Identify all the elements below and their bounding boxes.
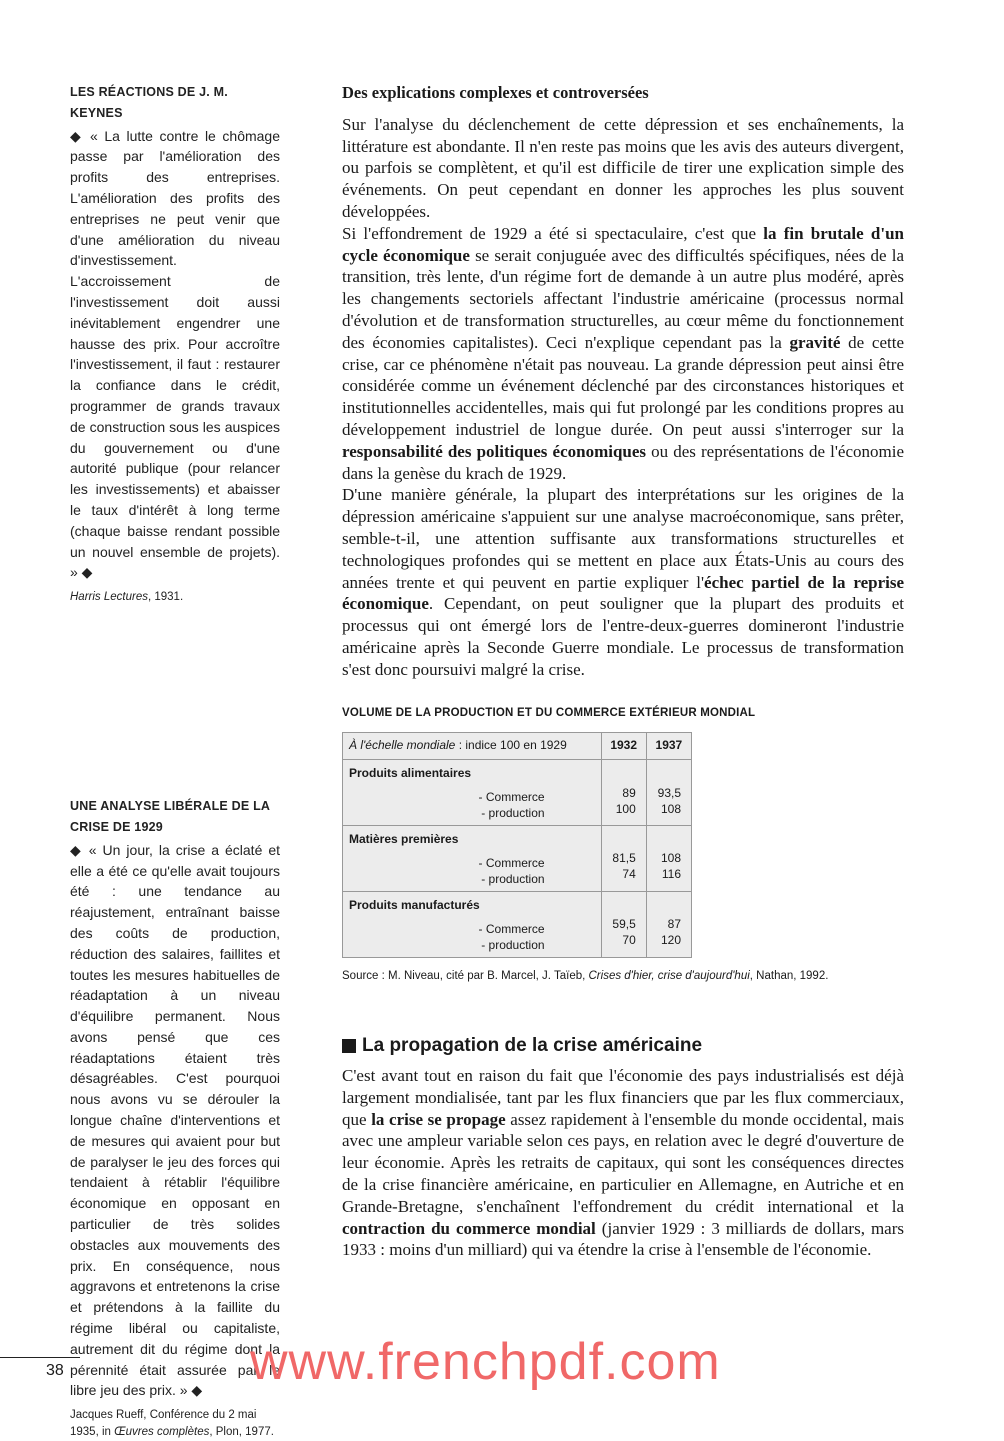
p2-c: se serait conjuguée avec des difficultés spécifiques, nées de la transition, très lente, d'un régime fort de demande à un autre plus modéré, après les changements sectoriels affectant l'industrie américaine (processus normal d'évolution et de transformation structurelles, au cœur même du fonctionnement des économies capitalistes). Ceci n'explique cependant pas la [342, 245, 904, 352]
sub-production: - production [481, 871, 545, 886]
header-rest: : indice 100 en 1929 [455, 738, 567, 753]
cite-a: Jacques Rueff, Conférence du 2 mai 1935, in [70, 1409, 257, 1439]
watermark-link[interactable]: www.frenchpdf.com [250, 1333, 721, 1391]
val-production: 108 [660, 801, 681, 816]
sidebar-cite-liberal [70, 1407, 280, 1441]
sidebar-box-liberal [70, 796, 280, 1441]
cell-1932 [601, 760, 646, 826]
p3-a: D'une manière générale, la plupart des interprétations sur les origines de la dépression américaine s'appuient sur une analyse macroéconomique, sans prêter, semble-t-il, une attention suffisante aux transformations structurelles et technologiques profondes qui se mettent en place aux États-Unis au cours des années trente et qui peuvent en partie expliquer l' [342, 485, 904, 592]
footer-rule [0, 1357, 80, 1358]
sidebar-text-liberal: ◆ « Un jour, la crise a éclaté et elle a été ce qu'elle avait toujours été : une tendance au réajustement, entraînant baisse des coûts de production, réduction des salaires, faillites et toutes les mesures habituelles de réadaptation à un niveau d'équilibre permanent. Nous avons pensé que ces réadaptations étaient très désagréables. C'est pourquoi nous avons vu se dérouler la longue chaîne d'interventions et de mesures qui avaient pour but de paralyser le jeu des forces qui tendaient à rétablir l'équilibre économique en opposant en particulier de très solides obstacles aux mouvements des prix. En conséquence, nous aggravons et entretenons la crise et prétendons à la faillite du régime libéral ou capitaliste, autrement dit du régime dont la pérennité était assurée par le libre jeu des prix. » ◆ [70, 841, 280, 1399]
cell-1932 [601, 825, 646, 891]
paragraph-3 [342, 484, 904, 680]
paragraph-2 [342, 223, 904, 485]
row-label-cell [343, 891, 602, 957]
row-label: Produits manufacturés [349, 897, 480, 912]
table-row [343, 825, 692, 891]
table-title: VOLUME DE LA PRODUCTION ET DU COMMERCE EXTÉRIEUR MONDIAL [342, 706, 756, 719]
table-row [343, 891, 692, 957]
paragraph-1: Sur l'analyse du déclenchement de cette dépression et ses enchaînements, la littérature est abondante. Il n'en reste pas moins que les avis des auteurs divergent, ou parfois se complètent, et qu'il est difficile de tirer une explication simple des événements. On peut cependant en donner les approches les plus souvent développées. [342, 114, 904, 221]
p4-a: C'est avant tout en raison du fait que l'économie des pays industrialisés est déjà largement mondialisée, tant par les flux financiers que par les flux commerciaux, que [342, 1066, 904, 1129]
p3-bold-echec: échec partiel de la reprise économique [342, 572, 905, 614]
sidebar-box-keynes [70, 82, 280, 606]
p2-bold-gravite: gravité [789, 332, 841, 352]
p2-bold-cycle: la fin brutale d'un cycle économique [342, 223, 904, 265]
row-label: Produits alimentaires [349, 766, 472, 781]
val-commerce: 93,5 [657, 785, 681, 800]
sidebar-title-liberal: UNE ANALYSE LIBÉRALE DE LA CRISE DE 1929 [70, 799, 270, 834]
val-commerce: 59,5 [612, 917, 636, 932]
p4-c: assez rapidement à l'ensemble du monde occidental, mais avec une ampleur variable selon ces pays, en relation avec le degré d'ouverture de leur économie. Après les retraits de capitaux, qui sont les conséquences directes de la crise financière américaine, en particulier en Allemagne, en Autriche et en Grande-Bretagne, s'enchaînent l'effondrement du crédit international et la [342, 1109, 905, 1216]
val-production: 74 [622, 867, 636, 882]
source-b: , Nathan, 1992. [749, 969, 829, 982]
sub-commerce: - Commerce [478, 921, 545, 936]
table-source [342, 966, 904, 988]
table-col-1937: 1937 [646, 733, 691, 760]
sub-commerce: - Commerce [478, 855, 545, 870]
sub-production: - production [481, 937, 545, 952]
section-2-heading [342, 1035, 904, 1057]
cite-rest: , 1931. [147, 591, 184, 604]
production-table [342, 732, 692, 957]
val-commerce: 81,5 [612, 851, 636, 866]
p4-bold-contraction: contraction du commerce mondial [342, 1218, 596, 1238]
table-row [343, 760, 692, 826]
cite-title: Harris Lectures [70, 591, 148, 604]
p3-c: . Cependant, on peut souligner que la plupart des produits et processus qui ont émergé lors de l'entre-deux-guerres domineront l'industrie américaine après la Seconde Guerre mondiale. Le processus de transformation s'est donc poursuivi malgré la crise. [342, 594, 904, 679]
cite-title: Œuvres complètes [114, 1426, 210, 1439]
table-header-label [343, 733, 602, 760]
row-label-cell [343, 825, 602, 891]
p4-e: (janvier 1929 : 3 milliards de dollars, mars 1933 : moins d'un milliard) qui va étendre la crise à l'ensemble de l'économie. [342, 1218, 904, 1260]
val-production: 70 [622, 933, 636, 948]
p2-e: de cette crise, car ce phénomène n'était pas nouveau. La grande dépression peut ainsi être considérée comme un événement déclenché par des circonstances historiques et institutionnelles accidentelles, mais qui fut prolongé par les conditions propres au développement industriel de longue durée. On peut aussi s'interroger sur la [342, 332, 904, 439]
p2-g: ou des représentations de l'économie dans la genèse du krach de 1929. [342, 441, 904, 483]
val-production: 120 [660, 933, 681, 948]
sub-production: - production [481, 805, 545, 820]
page-number: 38 [46, 1362, 64, 1379]
table-header-row [343, 733, 692, 760]
source-italic: Crises d'hier, crise d'aujourd'hui [588, 969, 750, 982]
paragraph-4 [342, 1065, 904, 1261]
sub-commerce: - Commerce [478, 789, 545, 804]
header-italic: À l'échelle mondiale [349, 738, 456, 753]
p2-bold-responsabilite: responsabilité des politiques économiques [342, 441, 647, 461]
section-2-title: La propagation de la crise américaine [362, 1035, 703, 1057]
val-commerce: 108 [660, 851, 681, 866]
row-label-cell [343, 760, 602, 826]
cell-1932 [601, 891, 646, 957]
row-label: Matières premières [349, 831, 459, 846]
val-commerce: 87 [667, 917, 681, 932]
source-a: Source : M. Niveau, cité par B. Marcel, J. Taïeb, [342, 969, 589, 982]
square-bullet-icon [342, 1039, 356, 1053]
val-production: 116 [661, 867, 681, 882]
sidebar-title-keynes: LES RÉACTIONS DE J. M. KEYNES [70, 85, 228, 120]
main-column [342, 82, 904, 1261]
val-production: 100 [615, 801, 636, 816]
section-heading: Des explications complexes et controversées [342, 83, 649, 102]
table-col-1932: 1932 [601, 733, 646, 760]
p4-bold-propage: la crise se propage [371, 1109, 506, 1129]
sidebar-cite-keynes [70, 589, 280, 606]
cite-b: , Plon, 1977. [209, 1426, 274, 1439]
cell-1937 [646, 760, 691, 826]
cell-1937 [646, 891, 691, 957]
p2-a: Si l'effondrement de 1929 a été si spectaculaire, c'est que [342, 223, 764, 243]
val-commerce: 89 [622, 785, 636, 800]
sidebar [70, 82, 280, 1441]
cell-1937 [646, 825, 691, 891]
sidebar-text-keynes: ◆ « La lutte contre le chômage passe par l'amélioration des profits des entreprises. L'amélioration des profits des entreprises ne peut venir que d'une amélioration du niveau d'investissement. L'accroissement de l'investissement doit aussi inévitablement engendrer une hausse des prix. Pour accroître l'investissement, il faut : restaurer la confiance dans le crédit, programmer de grands travaux de construction sous les auspices du gouvernement ou d'une autorité publique (pour relancer les investissements) et abaisser le taux d'intérêt à long terme (chaque baisse rendant possible un nouvel ensemble de projets). » ◆ [70, 127, 280, 581]
